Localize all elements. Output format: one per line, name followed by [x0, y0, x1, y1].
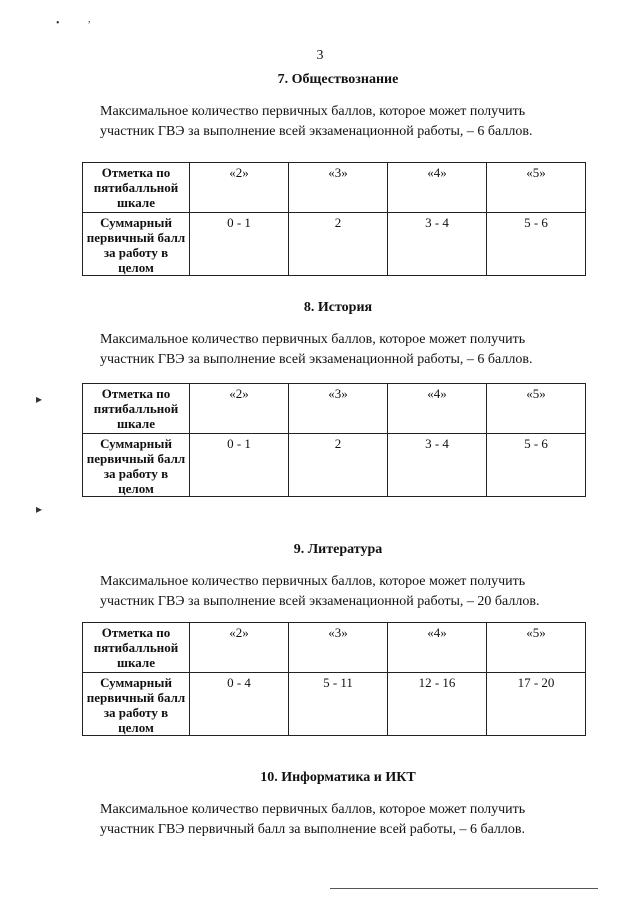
table-row — [83, 213, 586, 276]
grade-table-literature — [82, 622, 586, 736]
description-line: участник ГВЭ за выполнение всей экзаменационной работы, – 6 баллов. — [100, 124, 533, 139]
section-social-studies — [0, 72, 640, 142]
grade-cell: «2» — [190, 623, 289, 673]
section-informatics — [0, 770, 640, 840]
score-cell: 2 — [289, 213, 388, 276]
grade-cell: «2» — [190, 384, 289, 434]
grade-cell: «3» — [289, 384, 388, 434]
description-line: Максимальное количество первичных баллов, которое может получить — [100, 104, 526, 119]
section-title: 8. История — [303, 300, 373, 315]
score-cell: 0 - 1 — [190, 434, 289, 497]
section-history — [0, 300, 640, 370]
table-row — [83, 673, 586, 736]
section-literature — [0, 542, 640, 612]
section-description — [100, 800, 570, 840]
grade-cell: «5» — [487, 163, 586, 213]
score-cell: 3 - 4 — [388, 434, 487, 497]
grade-cell: «4» — [388, 163, 487, 213]
description-line: Максимальное количество первичных баллов, которое может получить — [100, 574, 526, 589]
score-cell: 2 — [289, 434, 388, 497]
score-cell: 17 - 20 — [487, 673, 586, 736]
score-cell: 3 - 4 — [388, 213, 487, 276]
description-line: участник ГВЭ за выполнение всей экзаменационной работы, – 20 баллов. — [100, 594, 540, 609]
grade-cell: «5» — [487, 623, 586, 673]
scan-speck: ▸ — [36, 392, 43, 406]
description-line: Максимальное количество первичных баллов, которое может получить — [100, 802, 526, 817]
section-title: 10. Информатика и ИКТ — [260, 770, 416, 785]
bottom-rule — [330, 888, 598, 889]
scan-speck: ▸ — [36, 502, 43, 516]
score-cell: 5 - 11 — [289, 673, 388, 736]
grade-cell: «3» — [289, 623, 388, 673]
page-number: 3 — [316, 48, 324, 63]
score-cell: 5 - 6 — [487, 434, 586, 497]
table-row — [83, 623, 586, 673]
description-line: участник ГВЭ первичный балл за выполнение всей работы, – 6 баллов. — [100, 822, 526, 837]
table-row — [83, 384, 586, 434]
row-header: Суммарный первичный балл за работу в целом — [83, 673, 190, 736]
table-row — [83, 434, 586, 497]
row-header: Суммарный первичный балл за работу в целом — [83, 434, 190, 497]
score-cell: 0 - 1 — [190, 213, 289, 276]
description-line: Максимальное количество первичных баллов, которое может получить — [100, 332, 526, 347]
grade-table-social-studies — [82, 162, 586, 276]
scan-speck: • — [56, 18, 60, 29]
row-header: Отметка по пятибалльной шкале — [83, 163, 190, 213]
row-header: Отметка по пятибалльной шкале — [83, 384, 190, 434]
scan-speck: , — [88, 14, 91, 25]
section-description — [100, 572, 570, 612]
grade-cell: «3» — [289, 163, 388, 213]
section-title: 7. Обществознание — [277, 72, 399, 87]
grade-cell: «2» — [190, 163, 289, 213]
grade-cell: «4» — [388, 623, 487, 673]
section-description — [100, 330, 570, 370]
score-cell: 0 - 4 — [190, 673, 289, 736]
grade-cell: «5» — [487, 384, 586, 434]
grade-cell: «4» — [388, 384, 487, 434]
grade-table-history — [82, 383, 586, 497]
row-header: Отметка по пятибалльной шкале — [83, 623, 190, 673]
table-row — [83, 163, 586, 213]
row-header: Суммарный первичный балл за работу в целом — [83, 213, 190, 276]
score-cell: 12 - 16 — [388, 673, 487, 736]
section-title: 9. Литература — [293, 542, 383, 557]
score-cell: 5 - 6 — [487, 213, 586, 276]
description-line: участник ГВЭ за выполнение всей экзаменационной работы, – 6 баллов. — [100, 352, 533, 367]
section-description — [100, 102, 570, 142]
